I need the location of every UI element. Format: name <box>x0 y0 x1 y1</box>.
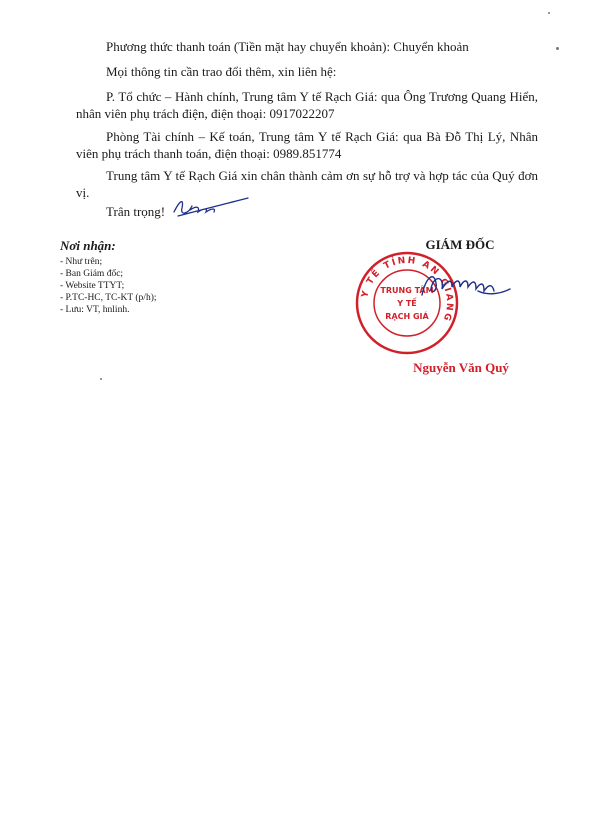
closing-text: Trân trọng! <box>106 204 166 219</box>
signature-title: GIÁM ĐỐC <box>425 237 495 252</box>
recipients-block <box>60 238 260 316</box>
payment-method-text: Phương thức thanh toán (Tiền mặt hay chuyển khoản): Chuyển khoản <box>106 39 469 54</box>
recipient-item: - Lưu: VT, hnlinh. <box>60 305 130 315</box>
recipient-item: - Ban Giám đốc; <box>60 269 124 279</box>
director-signature <box>418 265 518 305</box>
scan-speck <box>100 378 102 380</box>
recipient-item: - P.TC-HC, TC-KT (p/h); <box>60 293 157 303</box>
scan-speck <box>548 12 550 14</box>
recipient-item: - Website TTYT; <box>60 281 125 291</box>
stamp-center-line-3: RẠCH GIÁ <box>385 312 429 321</box>
recipient-item: - Như trên; <box>60 257 103 267</box>
thanks-text: Trung tâm Y tế Rạch Giá xin chân thành cảm ơn sự hỗ trợ và hợp tác của Quý đơn vị. <box>76 168 538 200</box>
contact-1-text: P. Tổ chức – Hành chính, Trung tâm Y tế Rạch Giá: qua Ông Trương Quang Hiển, nhân viên phụ trách điện, điện thoại: 0917022207 <box>76 89 538 121</box>
stamp-center-line-1: TRUNG TÂM <box>380 286 434 295</box>
recipients-title: Nơi nhận: <box>60 238 116 253</box>
contact-intro-text: Mọi thông tin cần trao đổi thêm, xin liên hệ: <box>106 64 337 79</box>
stamp-center-line-2: Y TẾ <box>397 299 417 308</box>
scan-speck <box>556 47 559 50</box>
stamp-ring-text: Y TẾ TỈNH AN GIANG <box>360 255 455 324</box>
contact-2-text: Phòng Tài chính – Kế toán, Trung tâm Y tế Rạch Giá: qua Bà Đỗ Thị Lý, Nhân viên phụ trách thanh toán, điện thoại: 0989.851774 <box>76 129 538 161</box>
signer-name: Nguyễn Văn Quý <box>413 360 509 375</box>
initials-scribble <box>170 190 250 220</box>
